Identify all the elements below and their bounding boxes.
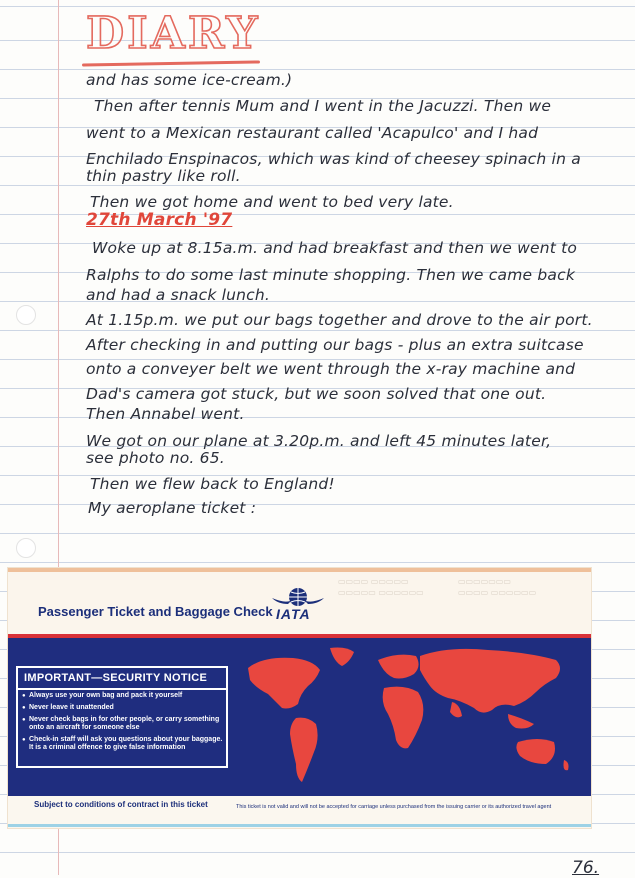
diary-line: went to a Mexican restaurant called 'Acapulco' and I had bbox=[86, 124, 539, 142]
security-notice bbox=[16, 666, 228, 768]
notice-item: ● Never leave it unattended bbox=[22, 704, 226, 712]
title-underline bbox=[82, 60, 260, 66]
diary-line: Woke up at 8.15a.m. and had breakfast and then we went to bbox=[92, 239, 578, 257]
iata-logo-text: IATA bbox=[276, 606, 311, 622]
diary-line: Then we flew back to England! bbox=[90, 475, 335, 493]
diary-line: and has some ice-cream.) bbox=[86, 71, 293, 89]
diary-line: onto a conveyer belt we went through the x-ray machine and bbox=[86, 360, 576, 378]
diary-line: Dad's camera got stuck, but we soon solved that one out. bbox=[86, 385, 547, 403]
notice-divider bbox=[18, 688, 226, 690]
diary-line: At 1.15p.m. we put our bags together and drove to the air port. bbox=[86, 311, 593, 329]
show-through-print: ▭▭▭▭ ▭▭▭▭▭ ▭▭▭▭▭ ▭▭▭▭▭▭ bbox=[338, 577, 424, 597]
world-map-icon bbox=[238, 638, 591, 796]
ticket-conditions-text: Subject to conditions of contract in this ticket bbox=[34, 800, 208, 809]
diary-line: Ralphs to do some last minute shopping. Then we came back bbox=[86, 266, 575, 284]
diary-line: Then we got home and went to bed very late. bbox=[90, 193, 454, 211]
ticket-edge-stripe bbox=[8, 824, 591, 827]
diary-line: Then Annabel went. bbox=[86, 405, 245, 423]
diary-line: and had a snack lunch. bbox=[86, 286, 271, 304]
date-heading: 27th March '97 bbox=[86, 210, 233, 230]
diary-line: Then after tennis Mum and I went in the Jacuzzi. Then we bbox=[94, 97, 552, 115]
ticket-validity-text: This ticket is not valid and will not be accepted for carriage unless purchased from the issuing carrier or its authorized travel agent bbox=[236, 804, 552, 810]
diary-line: thin pastry like roll. bbox=[86, 167, 241, 185]
diary-line: Enchilado Enspinacos, which was kind of cheesey spinach in a bbox=[86, 150, 581, 168]
diary-title: DIARY bbox=[86, 8, 261, 59]
diary-line: We got on our plane at 3.20p.m. and left 45 minutes later, bbox=[86, 432, 552, 450]
diary-line: After checking in and putting our bags - plus an extra suitcase bbox=[86, 336, 584, 354]
ticket-title: Passenger Ticket and Baggage Check bbox=[38, 604, 273, 619]
punch-hole bbox=[16, 538, 36, 558]
security-notice-title: IMPORTANT—SECURITY NOTICE bbox=[24, 672, 208, 684]
notice-item: ● Always use your own bag and pack it yourself bbox=[22, 692, 226, 700]
notice-item: ● Check-in staff will ask you questions about your baggage. It is a criminal offence to give false information bbox=[22, 736, 226, 752]
security-notice-list bbox=[22, 692, 226, 756]
diary-line: see photo no. 65. bbox=[86, 449, 225, 467]
notice-item: ● Never check bags in for other people, or carry something onto an aircraft for someone else bbox=[22, 716, 226, 732]
page-number: 76. bbox=[572, 858, 600, 878]
airline-ticket bbox=[8, 568, 591, 828]
show-through-print: ▭▭▭▭▭▭▭ ▭▭▭▭ ▭▭▭▭▭▭ bbox=[458, 577, 537, 597]
punch-hole bbox=[16, 305, 36, 325]
diary-line: My aeroplane ticket : bbox=[88, 499, 257, 517]
